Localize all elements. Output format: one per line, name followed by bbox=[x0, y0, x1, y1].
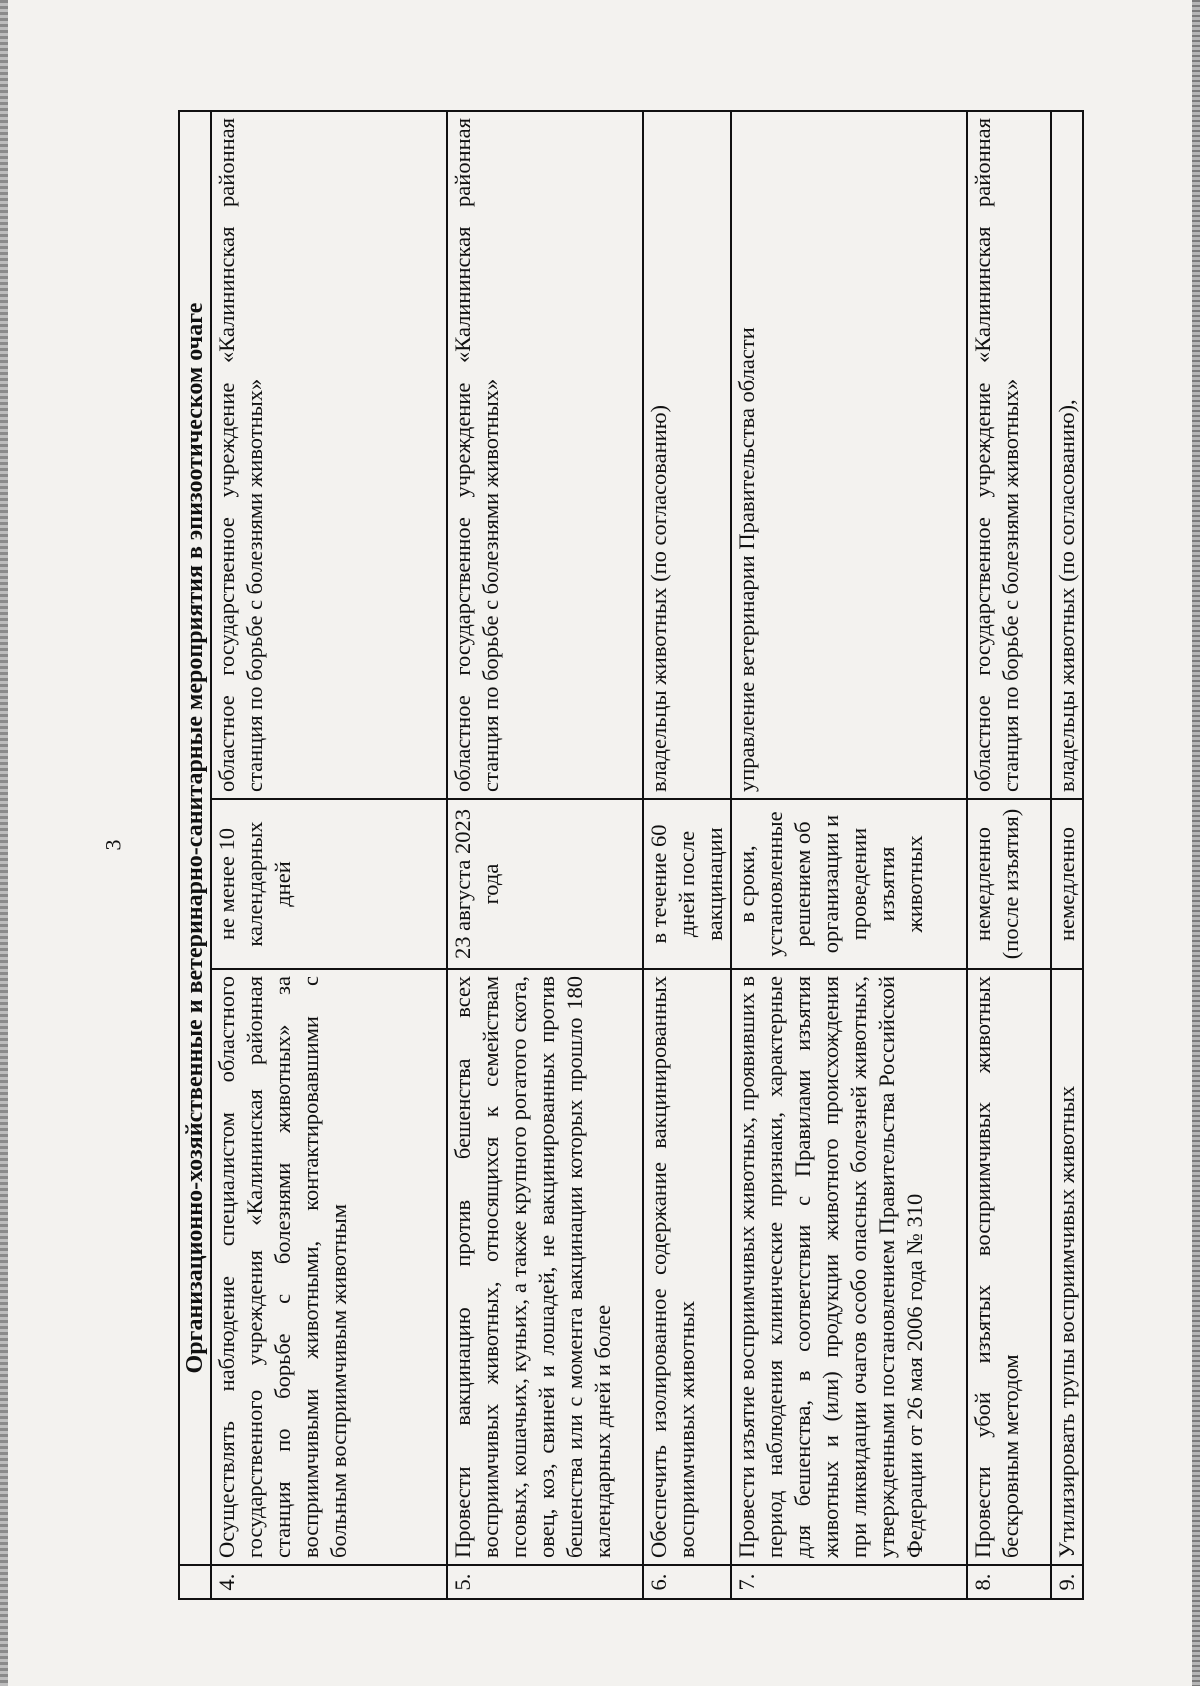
rotated-table-container bbox=[178, 110, 1079, 1600]
row-action: Осуществлять наблюдение специалистом областного государственного учреждения «Калининская районная станция по борьбе с болезнями животных» за восприимчивыми животными, контактировавшими с больным восприимчивым животным bbox=[211, 969, 447, 1565]
row-responsible: управление ветеринарии Правительства области bbox=[731, 111, 967, 799]
table-row bbox=[643, 111, 731, 1599]
measures-table bbox=[178, 110, 1084, 1600]
section-header-row bbox=[179, 111, 211, 1599]
row-number: 6. bbox=[643, 1565, 731, 1599]
row-action: Провести убой изъятых восприимчивых животных бескровным методом bbox=[967, 969, 1051, 1565]
row-action: Провести изъятие восприимчивых животных, проявивших в период наблюдения клинические признаки, характерные для бешенства, в соответствии с Правилами изъятия животных и (или) продукции животного происхождения при ликвидации очагов особо опасных болезней животных, утвержденными постановлением Правительства Российской Федерации от 26 мая 2006 года № 310 bbox=[731, 969, 967, 1565]
scan-edge-right bbox=[1192, 0, 1200, 1686]
row-deadline: в сроки, установленные решением об организации и проведении изъятия животных bbox=[731, 799, 967, 969]
row-deadline: немедленно (после изъятия) bbox=[967, 799, 1051, 969]
page-number: 3 bbox=[100, 839, 126, 851]
row-deadline: немедленно bbox=[1051, 799, 1083, 969]
row-responsible: владельцы животных (по согласованию) bbox=[643, 111, 731, 799]
section-header-empty bbox=[179, 1565, 211, 1599]
table-row bbox=[211, 111, 447, 1599]
row-number: 8. bbox=[967, 1565, 1051, 1599]
row-deadline: 23 августа 2023 года bbox=[447, 799, 643, 969]
row-action: Утилизировать трупы восприимчивых животных bbox=[1051, 969, 1083, 1565]
row-responsible: областное государственное учреждение «Калининская районная станция по борьбе с болезнями животных» bbox=[447, 111, 643, 799]
row-deadline: в течение 60 дней после вакцинации bbox=[643, 799, 731, 969]
section-title: Организационно-хозяйственные и ветеринарно-санитарные мероприятия в эпизоотическом очаге bbox=[179, 111, 211, 1565]
row-action: Обеспечить изолированное содержание вакцинированных восприимчивых животных bbox=[643, 969, 731, 1565]
table-row bbox=[967, 111, 1051, 1599]
scan-edge-left bbox=[0, 0, 8, 1686]
table-row bbox=[1051, 111, 1083, 1599]
row-action: Провести вакцинацию против бешенства всех восприимчивых животных, относящихся к семействам псовых, кошачьих, куньих, а также крупного рогатого скота, овец, коз, свиней и лошадей, не вакцинированных против бешенства или с момента вакцинации которых прошло 180 календарных дней и более bbox=[447, 969, 643, 1565]
row-responsible: владельцы животных (по согласованию), bbox=[1051, 111, 1083, 799]
row-responsible: областное государственное учреждение «Калининская районная станция по борьбе с болезнями животных» bbox=[211, 111, 447, 799]
table-row bbox=[447, 111, 643, 1599]
row-number: 5. bbox=[447, 1565, 643, 1599]
row-deadline: не менее 10 календарных дней bbox=[211, 799, 447, 969]
row-number: 9. bbox=[1051, 1565, 1083, 1599]
row-number: 7. bbox=[731, 1565, 967, 1599]
table-row bbox=[731, 111, 967, 1599]
row-responsible: областное государственное учреждение «Калининская районная станция по борьбе с болезнями животных» bbox=[967, 111, 1051, 799]
row-number: 4. bbox=[211, 1565, 447, 1599]
